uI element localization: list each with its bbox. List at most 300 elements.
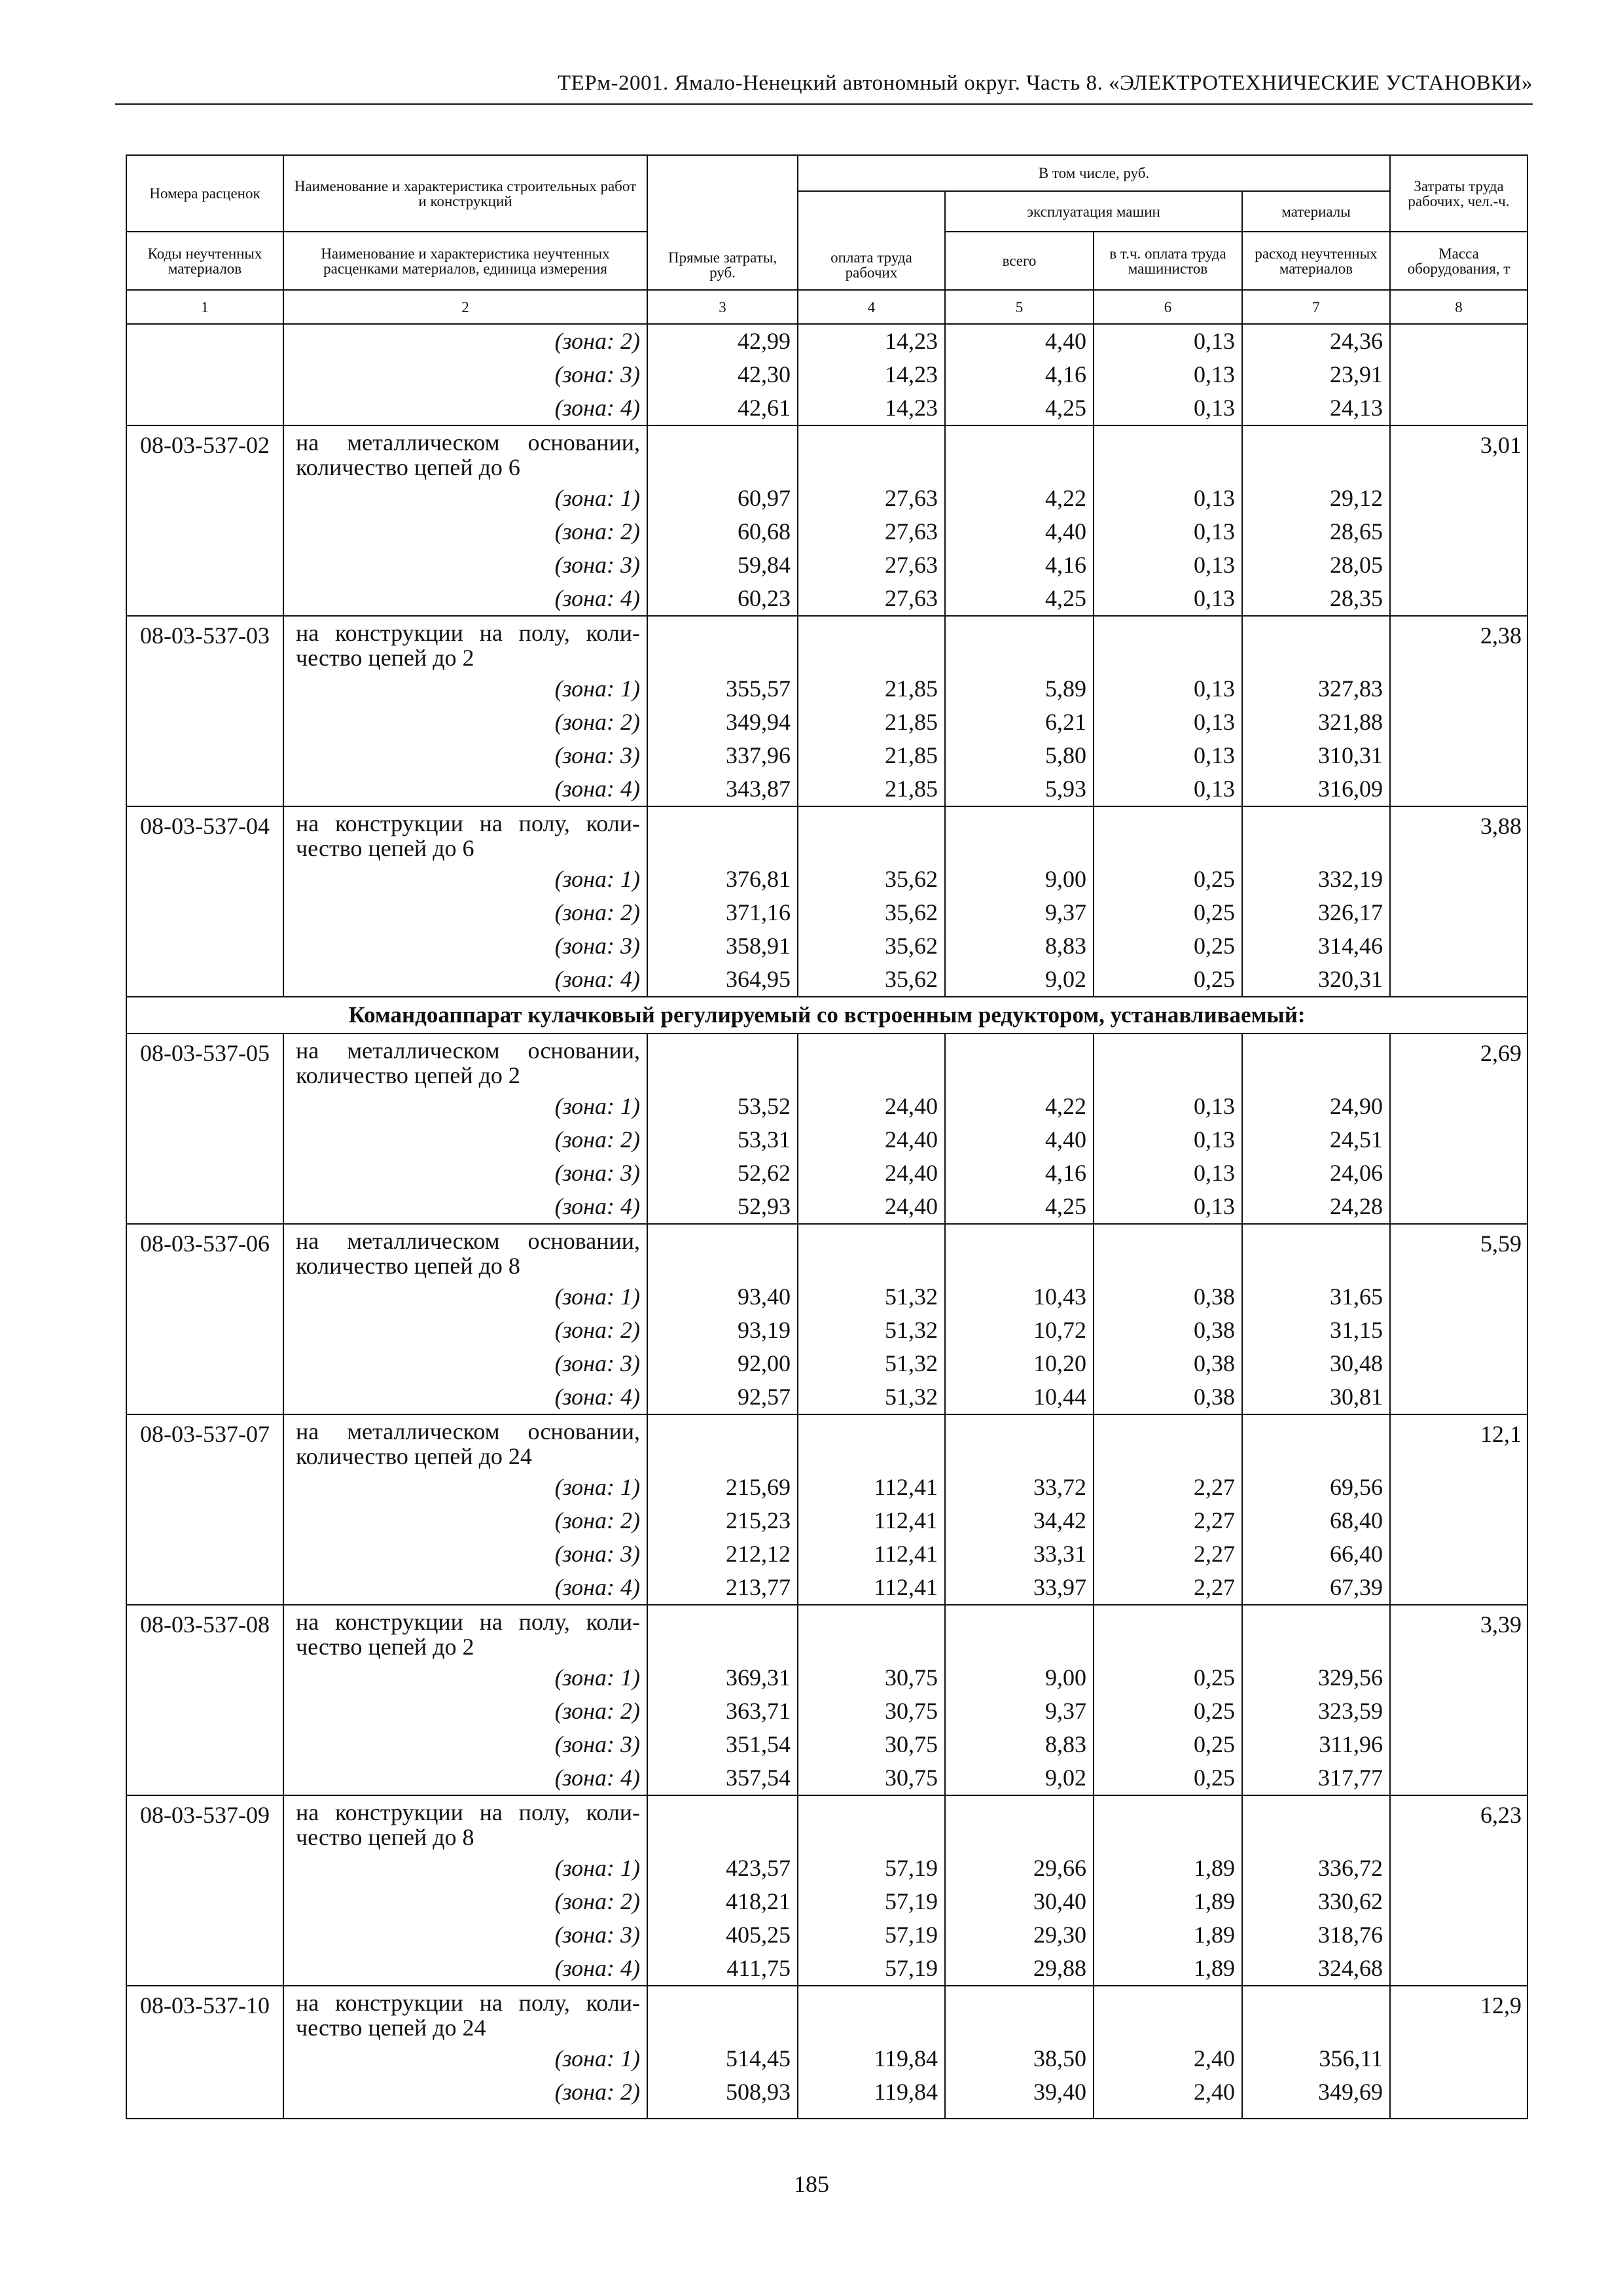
wages-value: 27,63 [798, 582, 945, 616]
header-mass: Масса оборудования, т [1390, 232, 1527, 290]
code-cell-empty [126, 1885, 283, 1918]
code-cell-empty [126, 391, 283, 425]
blank-cell [647, 425, 798, 482]
section-title-row [126, 997, 1527, 1033]
zone-row [126, 739, 1527, 772]
blank-cell [945, 1033, 1094, 1090]
mass-cell-empty [1390, 1537, 1527, 1571]
blank-cell [647, 1224, 798, 1280]
header-total: всего [945, 232, 1094, 290]
zone-row [126, 863, 1527, 896]
rate-code: 08-03-537-05 [126, 1033, 283, 1090]
rate-header-row [126, 806, 1527, 863]
header-direct: Прямые затраты, руб. [647, 155, 798, 290]
machines-value: 9,02 [945, 1761, 1094, 1795]
wages-value: 112,41 [798, 1504, 945, 1537]
zone-label: (зона: 3) [283, 1728, 647, 1761]
code-cell-empty [126, 963, 283, 997]
drivers-value: 0,38 [1094, 1280, 1242, 1314]
materials-value: 67,39 [1242, 1571, 1390, 1605]
direct-value: 358,91 [647, 929, 798, 963]
mass-cell-empty [1390, 358, 1527, 391]
rate-header-row [126, 1033, 1527, 1090]
header-materials: материалы [1242, 191, 1390, 232]
materials-value: 30,81 [1242, 1380, 1390, 1414]
direct-value: 60,68 [647, 515, 798, 548]
drivers-value: 0,25 [1094, 1695, 1242, 1728]
mass-cell-empty [1390, 963, 1527, 997]
zone-label: (зона: 2) [283, 515, 647, 548]
equipment-mass: 3,01 [1390, 425, 1527, 482]
code-cell-empty [126, 1761, 283, 1795]
wages-value: 35,62 [798, 929, 945, 963]
materials-value: 24,13 [1242, 391, 1390, 425]
code-cell-empty [126, 1571, 283, 1605]
zone-row [126, 1728, 1527, 1761]
wages-value: 51,32 [798, 1347, 945, 1380]
direct-value: 355,57 [647, 672, 798, 706]
zone-label: (зона: 2) [283, 1504, 647, 1537]
mass-cell-empty [1390, 672, 1527, 706]
zone-label: (зона: 2) [283, 324, 647, 358]
machines-value: 4,16 [945, 548, 1094, 582]
direct-value: 405,25 [647, 1918, 798, 1952]
materials-value: 31,65 [1242, 1280, 1390, 1314]
blank-cell [798, 1224, 945, 1280]
machines-value: 4,22 [945, 1090, 1094, 1123]
blank-cell [647, 1605, 798, 1661]
blank-cell [1094, 1986, 1242, 2042]
wages-value: 51,32 [798, 1280, 945, 1314]
mass-cell-empty [1390, 1952, 1527, 1986]
materials-value: 28,35 [1242, 582, 1390, 616]
direct-value: 52,93 [647, 1190, 798, 1224]
direct-value: 349,94 [647, 706, 798, 739]
machines-value: 10,43 [945, 1280, 1094, 1314]
zone-row [126, 582, 1527, 616]
materials-value: 23,91 [1242, 358, 1390, 391]
drivers-value: 0,13 [1094, 706, 1242, 739]
zone-row [126, 1537, 1527, 1571]
zone-row [126, 772, 1527, 806]
drivers-value: 0,13 [1094, 1157, 1242, 1190]
machines-value: 9,37 [945, 896, 1094, 929]
code-cell-empty [126, 1504, 283, 1537]
column-numbers-row [126, 290, 1527, 324]
materials-value: 317,77 [1242, 1761, 1390, 1795]
column-number: 5 [945, 290, 1094, 324]
rate-header-row [126, 616, 1527, 672]
code-cell-empty [126, 1537, 283, 1571]
blank-cell [1094, 1795, 1242, 1852]
machines-value: 4,25 [945, 582, 1094, 616]
wages-value: 21,85 [798, 772, 945, 806]
drivers-value: 0,13 [1094, 739, 1242, 772]
zone-row [126, 324, 1527, 358]
zone-row [126, 1471, 1527, 1504]
code-cell-empty [126, 482, 283, 515]
rate-group [126, 616, 1527, 806]
wages-value: 21,85 [798, 672, 945, 706]
wages-value: 14,23 [798, 358, 945, 391]
blank-cell [798, 616, 945, 672]
blank-cell [1094, 1605, 1242, 1661]
drivers-value: 2,27 [1094, 1537, 1242, 1571]
wages-value: 112,41 [798, 1471, 945, 1504]
zone-row [126, 672, 1527, 706]
mass-cell-empty [1390, 863, 1527, 896]
materials-value: 66,40 [1242, 1537, 1390, 1571]
carryover-rows [126, 324, 1527, 425]
machines-value: 29,66 [945, 1852, 1094, 1885]
materials-value: 24,90 [1242, 1090, 1390, 1123]
direct-value: 59,84 [647, 548, 798, 582]
wages-value: 119,84 [798, 2042, 945, 2075]
wages-value: 14,23 [798, 324, 945, 358]
header-wages: оплата труда рабочих [798, 191, 945, 290]
code-cell-empty [126, 929, 283, 963]
zone-row [126, 1504, 1527, 1537]
rate-description: на конструкции на полу, коли-чество цепей до 24 [283, 1986, 647, 2042]
code-cell-empty [126, 1695, 283, 1728]
rate-code: 08-03-537-08 [126, 1605, 283, 1661]
header-code: Номера расценок [126, 155, 283, 232]
zone-row [126, 1761, 1527, 1795]
section-title: Командоаппарат кулачковый регулируемый со встроенным редуктором, устанавливаемый: [126, 997, 1527, 1033]
rate-code: 08-03-537-03 [126, 616, 283, 672]
zone-label: (зона: 2) [283, 896, 647, 929]
machines-value: 33,72 [945, 1471, 1094, 1504]
machines-value: 30,40 [945, 1885, 1094, 1918]
wages-value: 30,75 [798, 1728, 945, 1761]
wages-value: 57,19 [798, 1885, 945, 1918]
machines-value: 9,00 [945, 863, 1094, 896]
materials-value: 327,83 [1242, 672, 1390, 706]
zone-label: (зона: 1) [283, 482, 647, 515]
code-cell-empty [126, 548, 283, 582]
materials-value: 24,51 [1242, 1123, 1390, 1157]
zone-label: (зона: 1) [283, 1661, 647, 1695]
drivers-value: 2,27 [1094, 1471, 1242, 1504]
direct-value: 60,97 [647, 482, 798, 515]
drivers-value: 0,13 [1094, 324, 1242, 358]
zone-label: (зона: 1) [283, 2042, 647, 2075]
zone-row [126, 1661, 1527, 1695]
wages-value: 57,19 [798, 1952, 945, 1986]
zone-label: (зона: 1) [283, 1852, 647, 1885]
zone-row [126, 1123, 1527, 1157]
machines-value: 29,30 [945, 1918, 1094, 1952]
materials-value: 329,56 [1242, 1661, 1390, 1695]
mass-cell-empty [1390, 548, 1527, 582]
drivers-value: 0,13 [1094, 358, 1242, 391]
materials-value: 29,12 [1242, 482, 1390, 515]
wages-value: 57,19 [798, 1852, 945, 1885]
direct-value: 92,00 [647, 1347, 798, 1380]
equipment-mass: 5,59 [1390, 1224, 1527, 1280]
zone-row [126, 963, 1527, 997]
zone-label: (зона: 3) [283, 358, 647, 391]
direct-value: 42,99 [647, 324, 798, 358]
zone-row [126, 1918, 1527, 1952]
blank-cell [1242, 1224, 1390, 1280]
drivers-value: 0,13 [1094, 1090, 1242, 1123]
code-cell-empty [126, 1280, 283, 1314]
wages-value: 24,40 [798, 1157, 945, 1190]
wages-value: 27,63 [798, 482, 945, 515]
machines-value: 4,22 [945, 482, 1094, 515]
blank-cell [798, 425, 945, 482]
wages-value: 51,32 [798, 1314, 945, 1347]
rate-header-row [126, 1986, 1527, 2042]
materials-value: 310,31 [1242, 739, 1390, 772]
table-header [126, 155, 1527, 324]
direct-value: 53,31 [647, 1123, 798, 1157]
table-bottom [126, 2109, 1527, 2119]
mass-cell-empty [1390, 324, 1527, 358]
header-mat-consumption: расход неучтенных материалов [1242, 232, 1390, 290]
code-cell-empty [126, 1918, 283, 1952]
drivers-value: 1,89 [1094, 1918, 1242, 1952]
mass-cell-empty [1390, 1918, 1527, 1952]
rate-description: на металлическом основании, количество цепей до 2 [283, 1033, 647, 1090]
zone-row [126, 2075, 1527, 2109]
mass-cell-empty [1390, 1761, 1527, 1795]
code-cell-empty [126, 358, 283, 391]
drivers-value: 2,27 [1094, 1571, 1242, 1605]
wages-value: 21,85 [798, 739, 945, 772]
zone-row [126, 548, 1527, 582]
zone-row [126, 706, 1527, 739]
blank-cell [798, 1986, 945, 2042]
mass-cell-empty [1390, 1123, 1527, 1157]
machines-value: 38,50 [945, 2042, 1094, 2075]
zone-row [126, 896, 1527, 929]
mass-cell-empty [1390, 1852, 1527, 1885]
materials-value: 326,17 [1242, 896, 1390, 929]
machines-value: 4,25 [945, 391, 1094, 425]
direct-value: 508,93 [647, 2075, 798, 2109]
zone-row [126, 391, 1527, 425]
code-cell-empty [126, 1090, 283, 1123]
code-cell-empty [126, 1852, 283, 1885]
drivers-value: 0,25 [1094, 1761, 1242, 1795]
mass-cell-empty [1390, 1728, 1527, 1761]
drivers-value: 0,38 [1094, 1380, 1242, 1414]
drivers-value: 0,13 [1094, 391, 1242, 425]
materials-value: 356,11 [1242, 2042, 1390, 2075]
code-cell-empty [126, 582, 283, 616]
zone-label: (зона: 4) [283, 1952, 647, 1986]
blank-cell [1242, 806, 1390, 863]
blank-cell [1242, 1605, 1390, 1661]
materials-value: 24,06 [1242, 1157, 1390, 1190]
materials-value: 28,05 [1242, 548, 1390, 582]
mass-cell-empty [1390, 582, 1527, 616]
zone-label: (зона: 3) [283, 929, 647, 963]
blank-cell [945, 1414, 1094, 1471]
blank-cell [647, 616, 798, 672]
zone-label: (зона: 3) [283, 1157, 647, 1190]
code-cell-empty [126, 896, 283, 929]
equipment-mass: 3,88 [1390, 806, 1527, 863]
blank-cell [945, 1986, 1094, 2042]
mass-cell-empty [1390, 1885, 1527, 1918]
zone-label: (зона: 2) [283, 1123, 647, 1157]
mass-cell-empty [1390, 1380, 1527, 1414]
mass-cell-empty [1390, 482, 1527, 515]
wages-value: 35,62 [798, 896, 945, 929]
blank-cell [1094, 425, 1242, 482]
rate-description: на конструкции на полу, коли-чество цепей до 2 [283, 616, 647, 672]
wages-value: 112,41 [798, 1537, 945, 1571]
machines-value: 5,93 [945, 772, 1094, 806]
blank-cell [647, 1795, 798, 1852]
blank-cell [647, 1414, 798, 1471]
direct-value: 53,52 [647, 1090, 798, 1123]
drivers-value: 0,25 [1094, 1728, 1242, 1761]
column-number: 2 [283, 290, 647, 324]
equipment-mass: 12,1 [1390, 1414, 1527, 1471]
direct-value: 52,62 [647, 1157, 798, 1190]
mass-cell-empty [1390, 706, 1527, 739]
drivers-value: 2,27 [1094, 1504, 1242, 1537]
direct-value: 343,87 [647, 772, 798, 806]
drivers-value: 0,25 [1094, 1661, 1242, 1695]
direct-value: 514,45 [647, 2042, 798, 2075]
rate-description: на конструкции на полу, коли-чество цепей до 6 [283, 806, 647, 863]
rate-header-row [126, 1605, 1527, 1661]
code-cell-empty [126, 1190, 283, 1224]
mass-cell-empty [1390, 1661, 1527, 1695]
machines-value: 4,16 [945, 358, 1094, 391]
drivers-value: 0,13 [1094, 1190, 1242, 1224]
drivers-value: 0,25 [1094, 963, 1242, 997]
code-cell-empty [126, 863, 283, 896]
drivers-value: 0,13 [1094, 482, 1242, 515]
zone-row [126, 1695, 1527, 1728]
blank-cell [1242, 1414, 1390, 1471]
direct-value: 93,19 [647, 1314, 798, 1347]
drivers-value: 0,25 [1094, 929, 1242, 963]
rate-description: на конструкции на полу, коли-чество цепей до 8 [283, 1795, 647, 1852]
zone-label: (зона: 4) [283, 582, 647, 616]
zone-label: (зона: 1) [283, 863, 647, 896]
direct-value: 60,23 [647, 582, 798, 616]
wages-value: 24,40 [798, 1090, 945, 1123]
blank-cell [798, 1605, 945, 1661]
direct-value: 215,23 [647, 1504, 798, 1537]
machines-value: 4,16 [945, 1157, 1094, 1190]
code-cell-empty [126, 1347, 283, 1380]
wages-value: 35,62 [798, 963, 945, 997]
rate-code: 08-03-537-07 [126, 1414, 283, 1471]
direct-value: 418,21 [647, 1885, 798, 1918]
page-number: 185 [794, 2171, 829, 2197]
materials-value: 69,56 [1242, 1471, 1390, 1504]
rate-description: на металлическом основании, количество цепей до 6 [283, 425, 647, 482]
direct-value: 357,54 [647, 1761, 798, 1795]
header-name-mat: Наименование и характеристика неучтенных расценками материалов, единица измерения [283, 232, 647, 290]
direct-value: 42,61 [647, 391, 798, 425]
machines-value: 33,97 [945, 1571, 1094, 1605]
direct-value: 213,77 [647, 1571, 798, 1605]
zone-label: (зона: 3) [283, 1537, 647, 1571]
zone-label: (зона: 4) [283, 391, 647, 425]
blank-cell [945, 806, 1094, 863]
rate-group [126, 1795, 1527, 1986]
zone-row [126, 1952, 1527, 1986]
zone-label: (зона: 1) [283, 1280, 647, 1314]
rate-group [126, 1224, 1527, 1414]
equipment-mass: 6,23 [1390, 1795, 1527, 1852]
blank-cell [1094, 806, 1242, 863]
blank-cell [1242, 425, 1390, 482]
mass-cell-empty [1390, 1280, 1527, 1314]
machines-value: 9,00 [945, 1661, 1094, 1695]
blank-cell [1242, 1986, 1390, 2042]
machines-value: 4,40 [945, 515, 1094, 548]
drivers-value: 2,40 [1094, 2042, 1242, 2075]
page-header: ТЕРм-2001. Ямало-Ненецкий автономный округ. Часть 8. «ЭЛЕКТРОТЕХНИЧЕСКИЕ УСТАНОВКИ» [115, 68, 1533, 105]
zone-label: (зона: 4) [283, 1571, 647, 1605]
zone-label: (зона: 1) [283, 1090, 647, 1123]
header-labor: Затраты труда рабочих, чел.-ч. [1390, 155, 1527, 232]
zone-row [126, 1347, 1527, 1380]
materials-value: 68,40 [1242, 1504, 1390, 1537]
drivers-value: 1,89 [1094, 1952, 1242, 1986]
materials-value: 336,72 [1242, 1852, 1390, 1885]
zone-row [126, 1280, 1527, 1314]
materials-value: 31,15 [1242, 1314, 1390, 1347]
blank-cell [945, 1795, 1094, 1852]
code-cell-empty [126, 324, 283, 358]
blank-cell [798, 1795, 945, 1852]
materials-value: 311,96 [1242, 1728, 1390, 1761]
wages-value: 27,63 [798, 515, 945, 548]
mass-cell-empty [1390, 1090, 1527, 1123]
rate-group [126, 1605, 1527, 1795]
machines-value: 9,02 [945, 963, 1094, 997]
rate-description: на конструкции на полу, коли-чество цепей до 2 [283, 1605, 647, 1661]
zone-label: (зона: 4) [283, 963, 647, 997]
code-cell-empty [126, 2042, 283, 2075]
zone-row [126, 1380, 1527, 1414]
machines-value: 29,88 [945, 1952, 1094, 1986]
zone-label: (зона: 2) [283, 706, 647, 739]
blank-cell [945, 616, 1094, 672]
rate-header-row [126, 1414, 1527, 1471]
code-cell-empty [126, 1728, 283, 1761]
zone-label: (зона: 3) [283, 739, 647, 772]
equipment-mass: 2,69 [1390, 1033, 1527, 1090]
direct-value: 369,31 [647, 1661, 798, 1695]
direct-value: 215,69 [647, 1471, 798, 1504]
machines-value: 5,89 [945, 672, 1094, 706]
drivers-value: 2,40 [1094, 2075, 1242, 2109]
materials-value: 24,28 [1242, 1190, 1390, 1224]
drivers-value: 0,13 [1094, 582, 1242, 616]
equipment-mass: 12,9 [1390, 1986, 1527, 2042]
mass-cell-empty [1390, 1695, 1527, 1728]
materials-value: 349,69 [1242, 2075, 1390, 2109]
equipment-mass: 2,38 [1390, 616, 1527, 672]
zone-row [126, 929, 1527, 963]
wages-value: 35,62 [798, 863, 945, 896]
blank-cell [647, 806, 798, 863]
direct-value: 92,57 [647, 1380, 798, 1414]
blank-cell [945, 425, 1094, 482]
